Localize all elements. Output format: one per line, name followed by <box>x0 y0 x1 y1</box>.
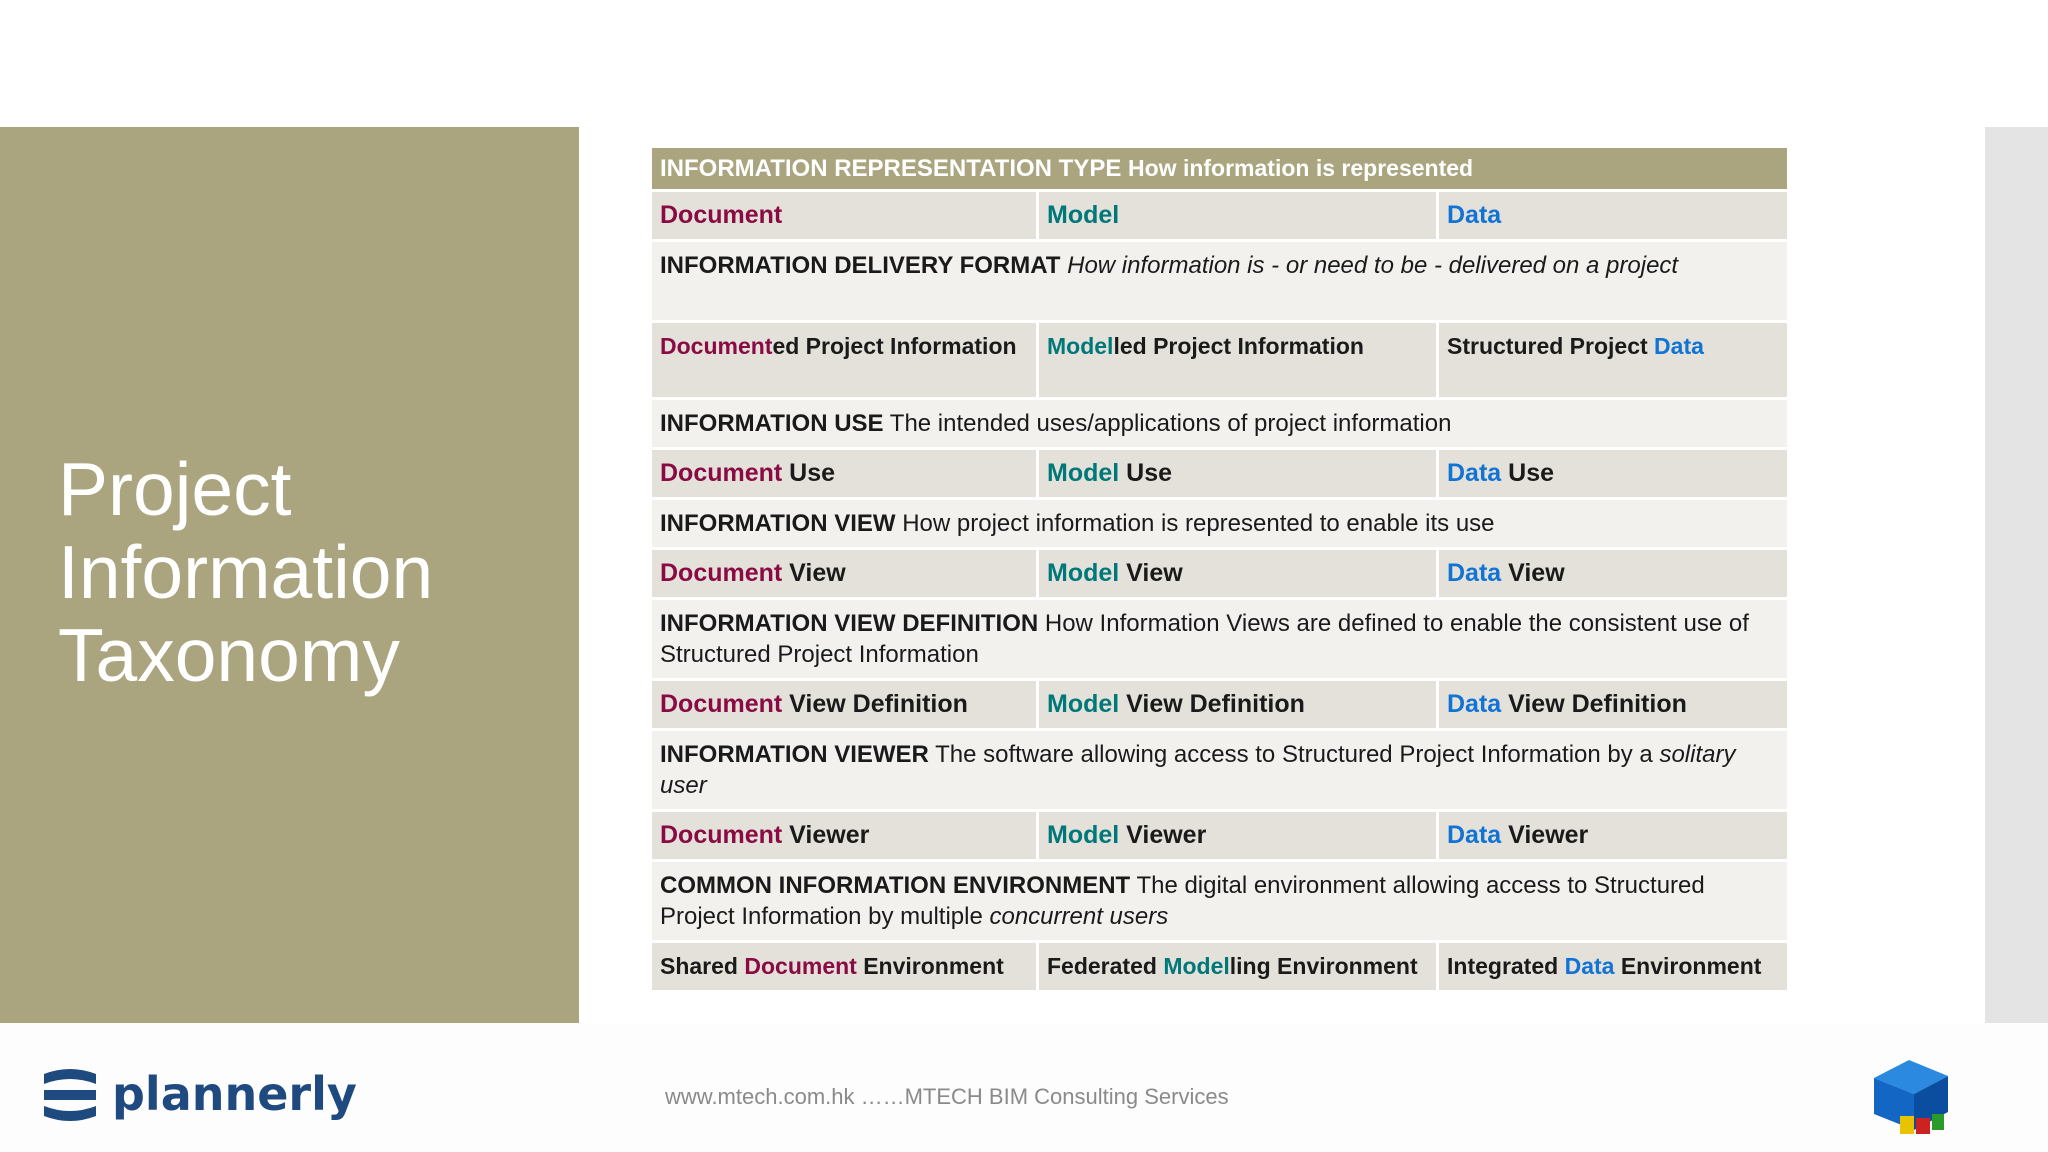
common-environment-header: COMMON INFORMATION ENVIRONMENT The digital environment allowing access to Structured Project Information by multiple concurrent users <box>652 862 1787 940</box>
slide-title <box>58 448 558 697</box>
table-row <box>652 242 1787 320</box>
table-row <box>652 731 1787 809</box>
table-cell: Modelled Project Information <box>1039 323 1436 397</box>
table-row <box>652 943 1787 990</box>
view-definition-header: INFORMATION VIEW DEFINITION How Information Views are defined to enable the consistent use of Structured Project Information <box>652 600 1787 678</box>
title-line-3: Taxonomy <box>58 613 400 697</box>
table-cell: Model View <box>1039 550 1436 597</box>
table-cell: Integrated Data Environment <box>1439 943 1787 990</box>
table-cell: Data Use <box>1439 450 1787 497</box>
table-row <box>652 192 1787 239</box>
table-row <box>652 600 1787 678</box>
table-cell: Document <box>652 192 1036 239</box>
title-line-1: Project <box>58 447 292 531</box>
representation-header: INFORMATION REPRESENTATION TYPE How information is represented <box>652 148 1787 189</box>
table-row <box>652 400 1787 447</box>
delivery-header: INFORMATION DELIVERY FORMAT How information is - or need to be - delivered on a project <box>652 242 1787 320</box>
table-cell: Structured Project Data <box>1439 323 1787 397</box>
table-cell: Document Use <box>652 450 1036 497</box>
table-row <box>652 450 1787 497</box>
table-cell: Data <box>1439 192 1787 239</box>
table-cell: Document Viewer <box>652 812 1036 859</box>
table-cell: Model View Definition <box>1039 681 1436 728</box>
table-row <box>652 550 1787 597</box>
table-row <box>652 862 1787 940</box>
right-decoration-strip <box>1985 127 2048 1023</box>
table-cell: Data View <box>1439 550 1787 597</box>
table-row <box>652 323 1787 397</box>
plannerly-mark-icon <box>42 1066 98 1122</box>
taxonomy-table <box>649 145 1790 993</box>
table-cell: Document View Definition <box>652 681 1036 728</box>
table-cell: Model <box>1039 192 1436 239</box>
table-cell: Data Viewer <box>1439 812 1787 859</box>
view-header: INFORMATION VIEW How project information is represented to enable its use <box>652 500 1787 547</box>
table-cell: Federated Modelling Environment <box>1039 943 1436 990</box>
footer-text: www.mtech.com.hk ……MTECH BIM Consulting Services <box>665 1084 1229 1109</box>
table-row <box>652 500 1787 547</box>
table-row <box>652 681 1787 728</box>
table-cell: Shared Document Environment <box>652 943 1036 990</box>
table-cell: Model Use <box>1039 450 1436 497</box>
viewer-header: INFORMATION VIEWER The software allowing access to Structured Project Information by a solitary user <box>652 731 1787 809</box>
table-row <box>652 148 1787 189</box>
title-line-2: Information <box>58 530 434 614</box>
plannerly-logo <box>42 1066 357 1122</box>
table-cell: Documented Project Information <box>652 323 1036 397</box>
table-cell: Document View <box>652 550 1036 597</box>
mtech-cube-logo-icon <box>1864 1048 1964 1148</box>
table-cell: Model Viewer <box>1039 812 1436 859</box>
use-header: INFORMATION USE The intended uses/applications of project information <box>652 400 1787 447</box>
table-row <box>652 812 1787 859</box>
plannerly-wordmark: plannerly <box>112 1067 357 1121</box>
table-cell: Data View Definition <box>1439 681 1787 728</box>
